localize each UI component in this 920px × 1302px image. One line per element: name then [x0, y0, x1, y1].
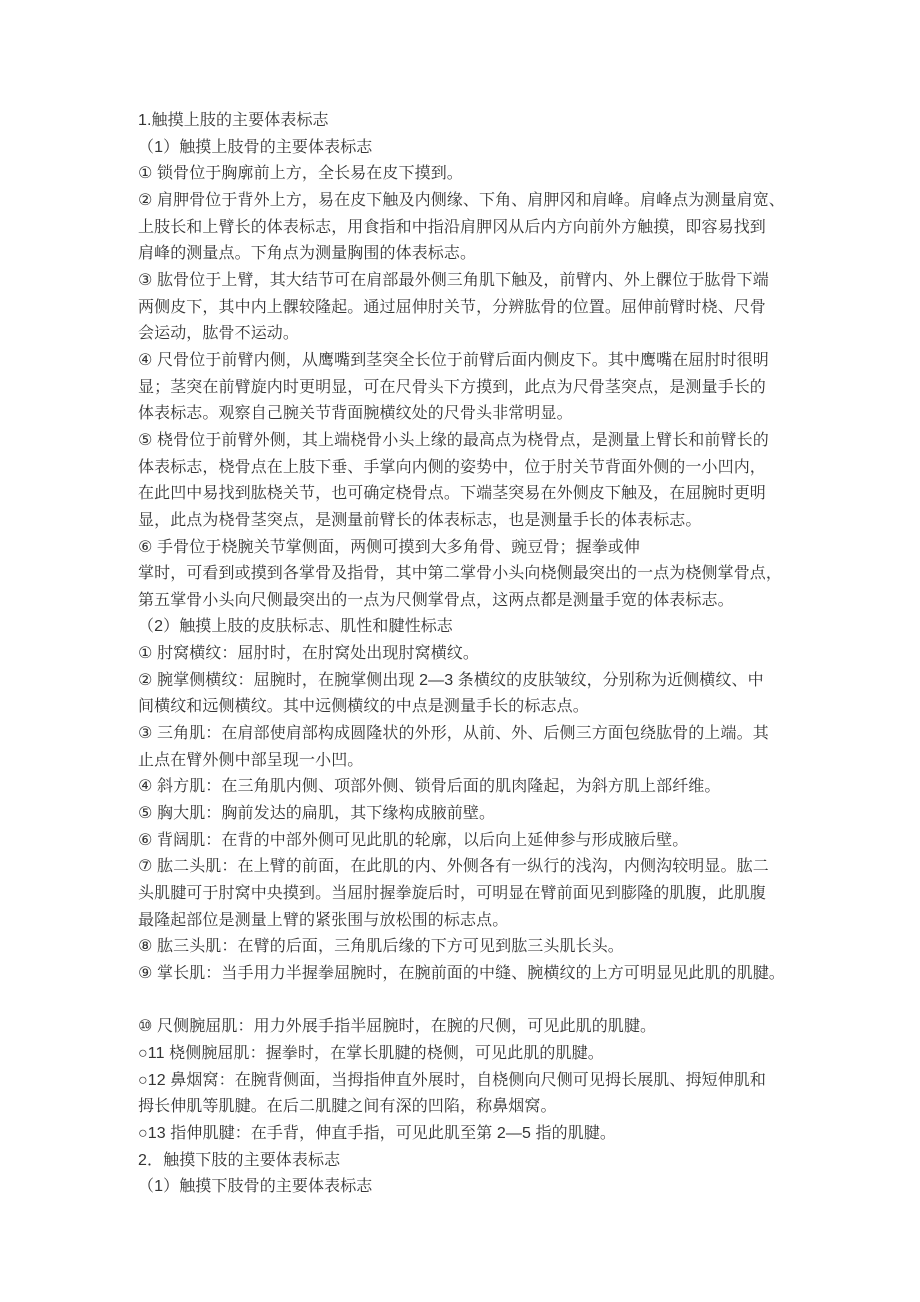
body-text-line: ④ 尺骨位于前臂内侧，从鹰嘴到茎突全长位于前臂后面内侧皮下。其中鹰嘴在屈肘时很明 — [138, 351, 769, 369]
body-text-line: ⑥ 背阔肌：在背的中部外侧可见此肌的轮廓，以后向上延伸参与形成腋后壁。 — [138, 831, 689, 849]
body-text-line: ② 腕掌侧横纹：屈腕时，在腕掌侧出现 2—3 条横纹的皮肤皱纹，分别称为近侧横纹、中 — [138, 671, 764, 689]
section-2-heading: 2．触摸下肢的主要体表标志 — [138, 1151, 341, 1169]
body-text-line: 在此凹中易找到肱桡关节，也可确定桡骨点。下端茎突易在外侧皮下触及，在屈腕时更明 — [138, 485, 766, 503]
body-text-line: ⑩ 尺侧腕屈肌：用力外展手指半屈腕时，在腕的尺侧，可见此肌的肌腱。 — [138, 1018, 657, 1036]
body-text-line: 拇长伸肌等肌腱。在后二肌腱之间有深的凹陷，称鼻烟窝。 — [138, 1098, 557, 1116]
section-1-heading: 1.触摸上肢的主要体表标志 — [138, 112, 329, 129]
body-text-line: 两侧皮下，其中内上髁较隆起。通过屈伸肘关节，分辨肱骨的位置。屈伸前臂时桡、尺骨 — [138, 298, 766, 316]
body-text-line: ⑥ 手骨位于桡腕关节掌侧面，两侧可摸到大多角骨、豌豆骨；握拳或伸 — [138, 538, 640, 556]
body-text-line: 体表标志。观察自己腕关节背面腕横纹处的尺骨头非常明显。 — [138, 405, 573, 423]
subsection-1-2-heading: （2）触摸上肢的皮肤标志、肌性和腱性标志 — [138, 618, 453, 636]
body-text-line: 显，此点为桡骨茎突点，是测量前臂长的体表标志，也是测量手长的体表标志。 — [138, 511, 702, 529]
body-text-line: ③ 三角肌：在肩部使肩部构成圆隆状的外形，从前、外、后侧三方面包绕肱骨的上端。其 — [138, 725, 769, 743]
body-text-line: ④ 斜方肌：在三角肌内侧、项部外侧、锁骨后面的肌肉隆起，为斜方肌上部纤维。 — [138, 778, 721, 796]
body-text-line: ○12 鼻烟窝：在腕背侧面，当拇指伸直外展时，自桡侧向尺侧可见拇长展肌、拇短伸肌和 — [138, 1071, 767, 1089]
body-text-line: 第五掌骨小头向尺侧最突出的一点为尺侧掌骨点，这两点都是测量手宽的体表标志。 — [138, 591, 734, 609]
body-text-line: ⑧ 肱三头肌：在臂的后面，三角肌后缘的下方可见到肱三头肌长头。 — [138, 938, 624, 956]
body-text-line: 掌时，可看到或摸到各掌骨及指骨，其中第二掌骨小头向桡侧最突出的一点为桡侧掌骨点， — [138, 565, 783, 583]
body-text-line: ① 肘窝横纹：屈肘时，在肘窝处出现肘窝横纹。 — [138, 645, 479, 663]
blank-line — [138, 988, 810, 1015]
body-text-line: ○13 指伸肌腱：在手背，伸直手指，可见此肌至第 2—5 指的肌腱。 — [138, 1124, 616, 1142]
body-text-line: 上肢长和上臂长的体表标志，用食指和中指沿肩胛冈从后内方向前外方触摸，即容易找到 — [138, 218, 766, 236]
body-text-line: ⑤ 桡骨位于前臂外侧，其上端桡骨小头上缘的最高点为桡骨点，是测量上臂长和前臂长的 — [138, 431, 769, 449]
body-text-line: 最隆起部位是测量上臂的紧张围与放松围的标志点。 — [138, 911, 509, 929]
body-text-line: 肩峰的测量点。下角点为测量胸围的体表标志。 — [138, 245, 477, 263]
subsection-2-1-heading: （1）触摸下肢骨的主要体表标志 — [138, 1178, 373, 1196]
body-text-line: ⑦ 肱二头肌：在上臂的前面，在此肌的内、外侧各有一纵行的浅沟，内侧沟较明显。肱二 — [138, 858, 769, 876]
body-text-line: ⑤ 胸大肌：胸前发达的扁肌，其下缘构成腋前壁。 — [138, 805, 496, 823]
body-text-line: 止点在臂外侧中部呈现一小凹。 — [138, 751, 364, 769]
body-text-line: ③ 肱骨位于上臂，其大结节可在肩部最外侧三角肌下触及，前臂内、外上髁位于肱骨下端 — [138, 271, 769, 289]
body-text-line: ② 肩胛骨位于背外上方，易在皮下触及内侧缘、下角、肩胛冈和肩峰。肩峰点为测量肩宽、 — [138, 191, 785, 209]
body-text-line: ① 锁骨位于胸廓前上方，全长易在皮下摸到。 — [138, 165, 463, 183]
body-text-line: 间横纹和远侧横纹。其中远侧横纹的中点是测量手长的标志点。 — [138, 698, 589, 716]
document-content — [138, 108, 810, 1201]
body-text-line: 显；茎突在前臂旋内时更明显，可在尺骨头下方摸到，此点为尺骨茎突点，是测量手长的 — [138, 378, 766, 396]
subsection-1-1-heading: （1）触摸上肢骨的主要体表标志 — [138, 138, 373, 156]
body-text-line: ⑨ 掌长肌：当手用力半握拳屈腕时，在腕前面的中缝、腕横纹的上方可明显见此肌的肌腱。 — [138, 965, 785, 982]
body-text-line: 会运动，肱骨不运动。 — [138, 325, 300, 343]
body-text-line: 体表标志，桡骨点在上肢下垂、手掌向内侧的姿势中，位于肘关节背面外侧的一小凹内， — [138, 458, 766, 476]
body-text-line: 头肌腱可于肘窝中央摸到。当屈肘握拳旋后时，可明显在臂前面见到膨隆的肌腹，此肌腹 — [138, 885, 766, 903]
body-text-line: ○11 桡侧腕屈肌：握拳时，在掌长肌腱的桡侧，可见此肌的肌腱。 — [138, 1044, 604, 1062]
